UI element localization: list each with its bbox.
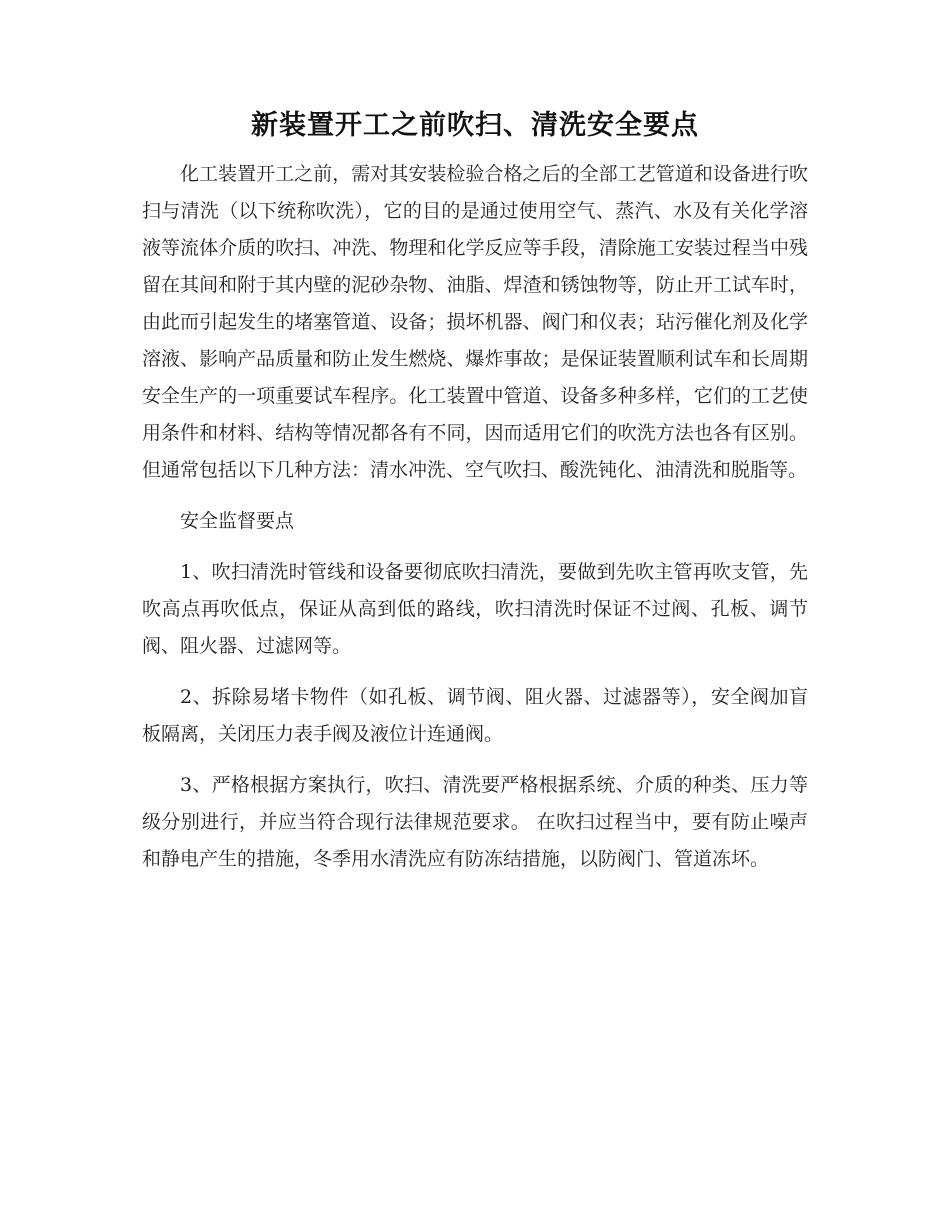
intro-paragraph: 化工装置开工之前，需对其安装检验合格之后的全部工艺管道和设备进行吹扫与清洗（以下统称吹洗），它的目的是通过使用空气、蒸汽、水及有关化学溶液等流体介质的吹扫、冲洗、物理和化学反应等手段，清除施工安装过程当中残留在其间和附于其内壁的泥砂杂物、油脂、焊渣和锈蚀物等，防止开工试车时，由此而引起发生的堵塞管道、设备；损坏机器、阀门和仪表；玷污催化剂及化学溶液、影响产品质量和防止发生燃烧、爆炸事故；是保证装置顺利试车和长周期安全生产的一项重要试车程序。化工装置中管道、设备多种多样，它们的工艺使用条件和材料、结构等情况都各有不同，因而适用它们的吹洗方法也各有区别。但通常包括以下几种方法：清水冲洗、空气吹扫、酸洗钝化、油清洗和脱脂等。 (142, 163, 808, 481)
document-page (142, 108, 808, 878)
point-2-paragraph: 2、拆除易堵卡物件（如孔板、调节阀、阻火器、过滤器等），安全阀加盲板隔离，关闭压力表手阀及液位计连通阀。 (142, 686, 808, 745)
point-3-paragraph: 3、严格根据方案执行，吹扫、清洗要严格根据系统、介质的种类、压力等级分别进行，并应当符合现行法律规范要求。 在吹扫过程当中，要有防止噪声和静电产生的措施，冬季用水清洗应有防冻结措施，以防阀门、管道冻坏。 (142, 774, 808, 870)
document-title: 新装置开工之前吹扫、清洗安全要点 (251, 110, 699, 141)
section-heading: 安全监督要点 (180, 510, 295, 532)
point-1-paragraph: 1、吹扫清洗时管线和设备要彻底吹扫清洗，要做到先吹主管再吹支管，先吹高点再吹低点，保证从高到低的路线，吹扫清洗时保证不过阀、孔板、调节阀、阻火器、过滤网等。 (142, 561, 808, 657)
